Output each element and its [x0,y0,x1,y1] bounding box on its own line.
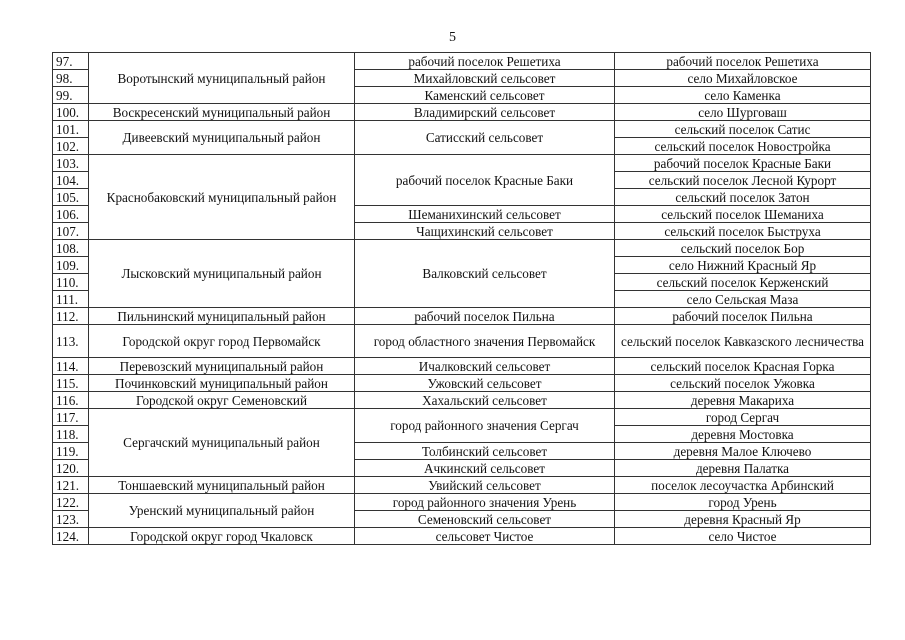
table-row [53,477,871,494]
settlement-cell: город Сергач [615,409,871,426]
municipality-cell: Шеманихинский сельсовет [355,206,615,223]
district-cell: Лысковский муниципальный район [89,240,355,308]
table-row [53,121,871,138]
settlement-cell: село Чистое [615,528,871,545]
municipality-cell: Семеновский сельсовет [355,511,615,528]
table-row [53,104,871,121]
municipality-cell: Хахальский сельсовет [355,392,615,409]
district-cell: Дивеевский муниципальный район [89,121,355,155]
municipality-cell: Валковский сельсовет [355,240,615,308]
row-number: 113. [53,325,89,358]
district-cell: Сергачский муниципальный район [89,409,355,477]
table-row [53,325,871,358]
municipality-cell: рабочий поселок Пильна [355,308,615,325]
row-number: 124. [53,528,89,545]
municipality-cell: Ачкинский сельсовет [355,460,615,477]
row-number: 107. [53,223,89,240]
row-number: 98. [53,70,89,87]
municipality-cell: Сатисский сельсовет [355,121,615,155]
municipality-cell: сельсовет Чистое [355,528,615,545]
table-row [53,358,871,375]
municipality-cell: Увийский сельсовет [355,477,615,494]
settlement-cell: поселок лесоучастка Арбинский [615,477,871,494]
table-row [53,53,871,70]
district-cell: Городской округ город Чкаловск [89,528,355,545]
settlement-cell: деревня Макариха [615,392,871,409]
district-cell: Тоншаевский муниципальный район [89,477,355,494]
settlement-cell: город Урень [615,494,871,511]
row-number: 114. [53,358,89,375]
district-cell: Городской округ город Первомайск [89,325,355,358]
row-number: 123. [53,511,89,528]
district-cell: Воскресенский муниципальный район [89,104,355,121]
settlement-cell: сельский поселок Кавказского лесничества [615,325,871,358]
municipality-cell: рабочий поселок Решетиха [355,53,615,70]
row-number: 108. [53,240,89,257]
settlement-cell: сельский поселок Керженский [615,274,871,291]
row-number: 110. [53,274,89,291]
table-row [53,528,871,545]
settlement-cell: деревня Мостовка [615,426,871,443]
settlement-cell: деревня Малое Ключево [615,443,871,460]
district-cell: Починковский муниципальный район [89,375,355,392]
settlement-cell: деревня Палатка [615,460,871,477]
table-row [53,409,871,426]
municipality-cell: Михайловский сельсовет [355,70,615,87]
row-number: 112. [53,308,89,325]
row-number: 116. [53,392,89,409]
municipality-cell: рабочий поселок Красные Баки [355,155,615,206]
row-number: 118. [53,426,89,443]
row-number: 122. [53,494,89,511]
settlement-cell: сельский поселок Лесной Курорт [615,172,871,189]
municipality-cell: город районного значения Урень [355,494,615,511]
row-number: 99. [53,87,89,104]
row-number: 109. [53,257,89,274]
row-number: 102. [53,138,89,155]
table-row [53,375,871,392]
row-number: 103. [53,155,89,172]
settlement-cell: рабочий поселок Пильна [615,308,871,325]
settlement-cell: село Нижний Красный Яр [615,257,871,274]
settlement-cell: сельский поселок Бор [615,240,871,257]
district-cell: Пильнинский муниципальный район [89,308,355,325]
table-row [53,155,871,172]
municipality-cell: Ичалковский сельсовет [355,358,615,375]
row-number: 120. [53,460,89,477]
settlement-cell: сельский поселок Красная Горка [615,358,871,375]
row-number: 106. [53,206,89,223]
row-number: 111. [53,291,89,308]
settlement-cell: село Сельская Маза [615,291,871,308]
settlement-cell: сельский поселок Быструха [615,223,871,240]
municipality-cell: Чащихинский сельсовет [355,223,615,240]
settlement-cell: сельский поселок Затон [615,189,871,206]
district-cell: Городской округ Семеновский [89,392,355,409]
settlement-cell: сельский поселок Шеманиха [615,206,871,223]
municipality-cell: Толбинский сельсовет [355,443,615,460]
row-number: 121. [53,477,89,494]
table-row [53,240,871,257]
municipality-cell: город районного значения Сергач [355,409,615,443]
municipality-cell: Каменский сельсовет [355,87,615,104]
settlement-cell: село Михайловское [615,70,871,87]
settlement-cell: сельский поселок Ужовка [615,375,871,392]
row-number: 115. [53,375,89,392]
settlement-cell: сельский поселок Сатис [615,121,871,138]
settlement-cell: деревня Красный Яр [615,511,871,528]
district-cell: Краснобаковский муниципальный район [89,155,355,240]
table-row [53,308,871,325]
row-number: 105. [53,189,89,206]
row-number: 117. [53,409,89,426]
table-row [53,392,871,409]
row-number: 97. [53,53,89,70]
district-cell: Уренский муниципальный район [89,494,355,528]
settlement-cell: село Каменка [615,87,871,104]
municipality-cell: город областного значения Первомайск [355,325,615,358]
settlement-cell: сельский поселок Новостройка [615,138,871,155]
settlement-cell: рабочий поселок Решетиха [615,53,871,70]
row-number: 101. [53,121,89,138]
district-cell: Воротынский муниципальный район [89,53,355,104]
settlement-cell: село Шурговаш [615,104,871,121]
district-cell: Перевозский муниципальный район [89,358,355,375]
row-number: 119. [53,443,89,460]
municipality-cell: Ужовский сельсовет [355,375,615,392]
row-number: 104. [53,172,89,189]
row-number: 100. [53,104,89,121]
settlement-cell: рабочий поселок Красные Баки [615,155,871,172]
municipality-cell: Владимирский сельсовет [355,104,615,121]
table-row [53,494,871,511]
settlements-table [52,52,871,545]
page-number: 5 [449,30,456,45]
